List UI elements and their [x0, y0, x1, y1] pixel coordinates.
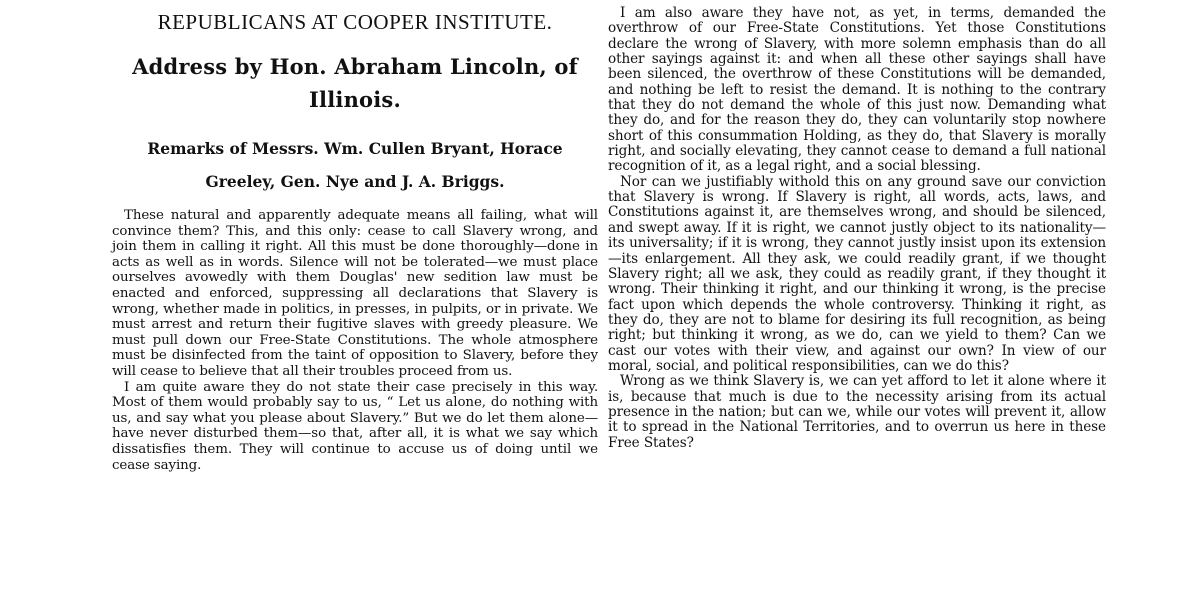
body-paragraph: I am quite aware they do not state their case precisely in this way. Most of them would probably say to us, “ Let us alone, do nothing with us, and say what you please about Slavery.” But we do let them alone—have never disturbed them—so that, after all, it is what we say which dissatisfies them. They will continue to accuse us of doing until we cease saying. — [112, 379, 598, 473]
body-paragraph: Nor can we justifiably withold this on any ground save our conviction that Slavery is wrong. If Slavery is right, all words, acts, laws, and Constitutions against it, are themselves wrong, and should be silenced, and swept away. If it is right, we cannot justly object to its nationality—its universality; if it is wrong, they cannot justly insist upon its extension—its enlargement. All they ask, we could readily grant, if we thought Slavery right; all we ask, they could as readily grant, if they thought it wrong. Their thinking it right, and our thinking it wrong, is the precise fact upon which depends the whole controversy. Thinking it right, as they do, they are not to blame for desiring its full recognition, as being right; but thinking it wrong, as we do, can we yield to them? Can we cast our votes with their view, and against our own? In view of our moral, social, and political responsibilities, can we do this? — [608, 173, 1106, 374]
article-subhead: Address by Hon. Abraham Lincoln, of Illinois. — [132, 54, 578, 112]
body-paragraph: Wrong as we think Slavery is, we can yet afford to let it alone where it is, because that much is due to the necessity arising from its actual presence in the nation; but can we, while our votes will prevent it, allow it to spread in the National Territories, and to overrun us here in these Free States? — [608, 373, 1106, 451]
right-column — [608, 6, 1106, 451]
article-deck: Remarks of Messrs. Wm. Cullen Bryant, Horace Greeley, Gen. Nye and J. A. Briggs. — [147, 139, 563, 191]
left-column — [112, 6, 598, 473]
body-paragraph: I am also aware they have not, as yet, in terms, demanded the overthrow of our Free-State Constitutions. Yet those Constitutions declare the wrong of Slavery, with more solemn emphasis than do all other sayings against it: and when all these other sayings shall have been silenced, the overthrow of these Constitutions will be demanded, and nothing be left to resist the demand. It is nothing to the contrary that they do not demand the whole of this just now. Demanding what they do, and for the reason they do, they can voluntarily stop nowhere short of this consummation Holding, as they do, that Slavery is morally right, and socially elevating, they cannot cease to demand a full national recognition of it, as a legal right, and a social blessing. — [608, 5, 1106, 175]
body-paragraph: These natural and apparently adequate means all failing, what will convince them? This, and this only: cease to call Slavery wrong, and join them in calling it right. All this must be done thoroughly—done in acts as well as in words. Silence will not be tolerated—we must place ourselves avowedly with them Douglas' new sedition law must be enacted and enforced, suppressing all declarations that Slavery is wrong, whether made in politics, in presses, in pulpits, or in private. We must arrest and return their fugitive slaves with greedy pleasure. We must pull down our Free-State Constitutions. The whole atmosphere must be disinfected from the taint of opposition to Slavery, before they will cease to believe that all their troubles proceed from us. — [112, 208, 598, 379]
article-headline: REPUBLICANS AT COOPER INSTITUTE. — [157, 10, 553, 34]
